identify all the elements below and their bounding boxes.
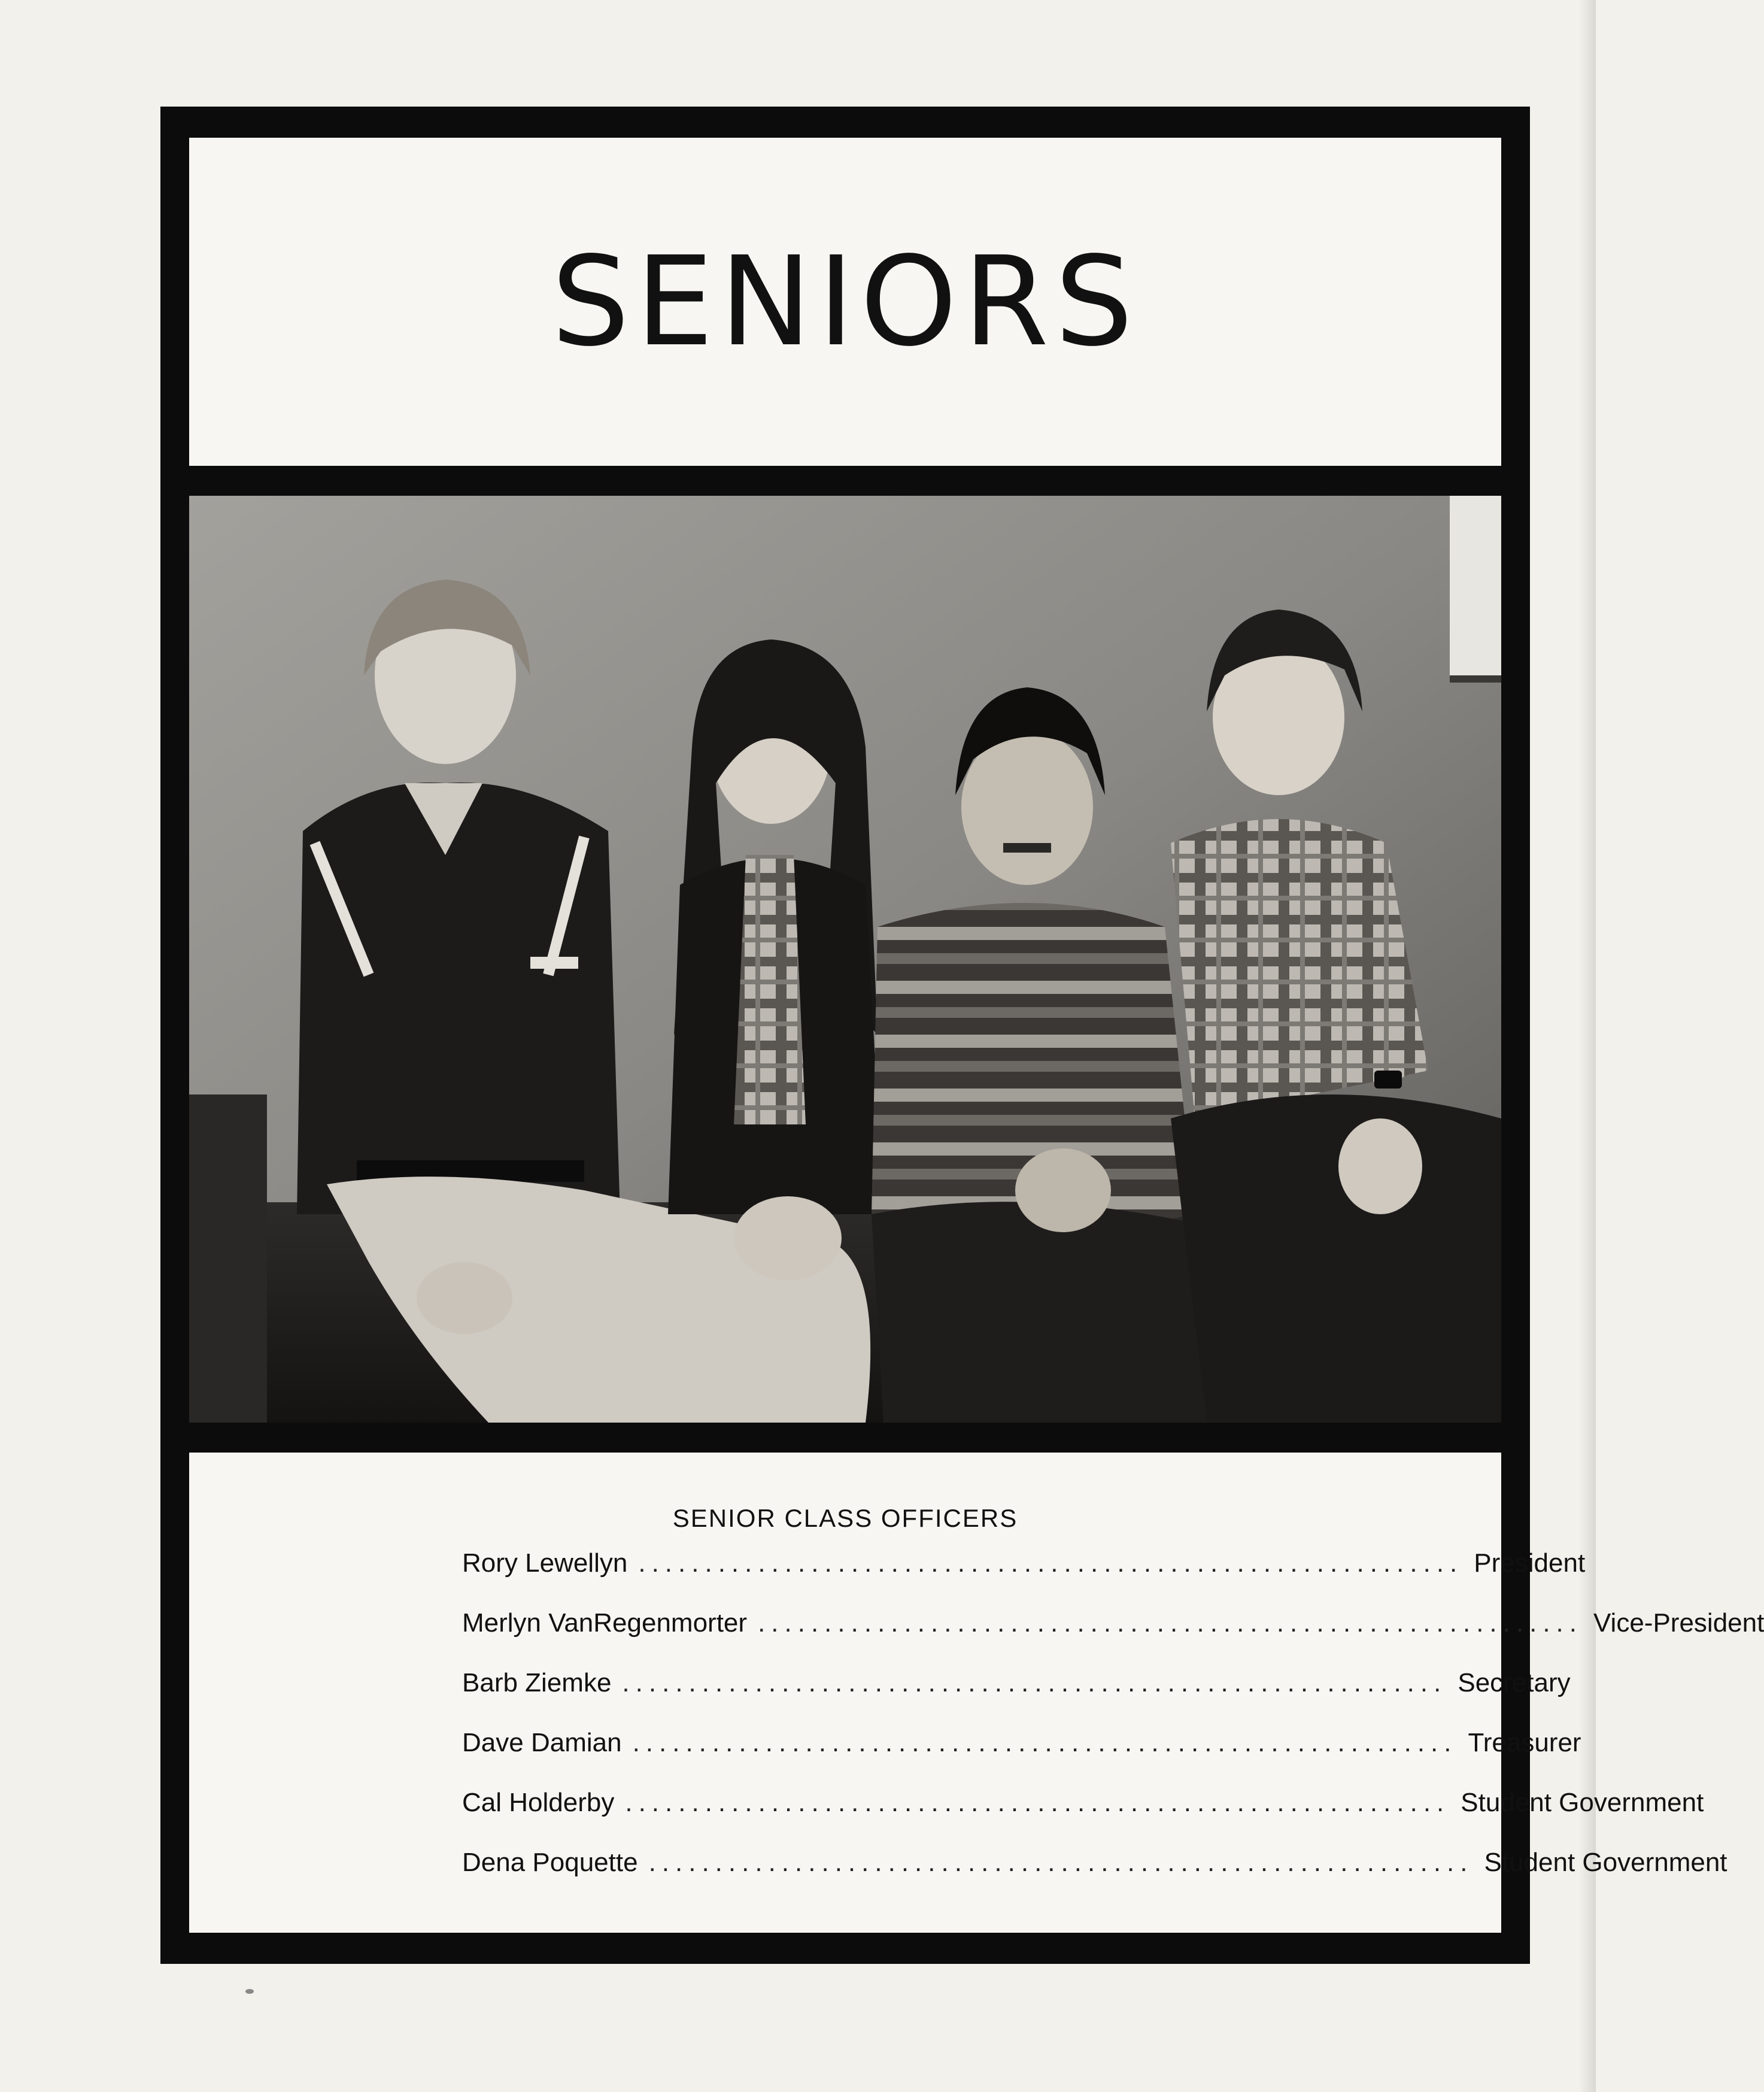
group-photo-icon <box>189 496 1501 1423</box>
page-frame <box>160 107 1764 1964</box>
page-title: SENIORS <box>551 230 1139 374</box>
officers-heading: SENIOR CLASS OFFICERS <box>672 1504 1018 1532</box>
officer-name: Cal Holderby <box>462 1788 615 1817</box>
officers-panel <box>189 1453 1764 1933</box>
leader-dots: .............................................................. <box>758 1608 1583 1638</box>
officer-name: Dena Poquette <box>462 1848 638 1877</box>
officer-role: Student Government <box>1461 1788 1704 1817</box>
officer-role: Student Government <box>1484 1848 1727 1877</box>
officer-role: Vice-President <box>1593 1608 1764 1638</box>
officer-row-secretary <box>462 1668 1571 1710</box>
title-panel <box>189 138 1501 466</box>
group-photo <box>189 496 1501 1423</box>
officer-role: Secretary <box>1458 1668 1571 1697</box>
officer-row-student-government-1 <box>462 1788 1704 1830</box>
officer-name: Barb Ziemke <box>462 1668 612 1697</box>
leader-dots: .............................................................. <box>622 1668 1447 1697</box>
officer-name: Rory Lewellyn <box>462 1548 628 1578</box>
leader-dots: .............................................................. <box>638 1548 1464 1578</box>
officer-role: President <box>1474 1548 1586 1578</box>
page-edge-shadow <box>1579 0 1596 2092</box>
officer-row-student-government-2 <box>462 1848 1727 1890</box>
officer-row-treasurer <box>462 1728 1581 1770</box>
officer-row-president <box>462 1548 1586 1590</box>
leader-dots: .............................................................. <box>632 1728 1458 1757</box>
leader-dots: .............................................................. <box>625 1788 1450 1817</box>
officer-role: Treasurer <box>1468 1728 1581 1757</box>
officer-name: Dave Damian <box>462 1728 622 1757</box>
paper-speck <box>245 1989 254 1994</box>
officer-name: Merlyn VanRegenmorter <box>462 1608 748 1638</box>
leader-dots: .............................................................. <box>648 1848 1474 1877</box>
officer-row-vice-president <box>462 1608 1764 1650</box>
